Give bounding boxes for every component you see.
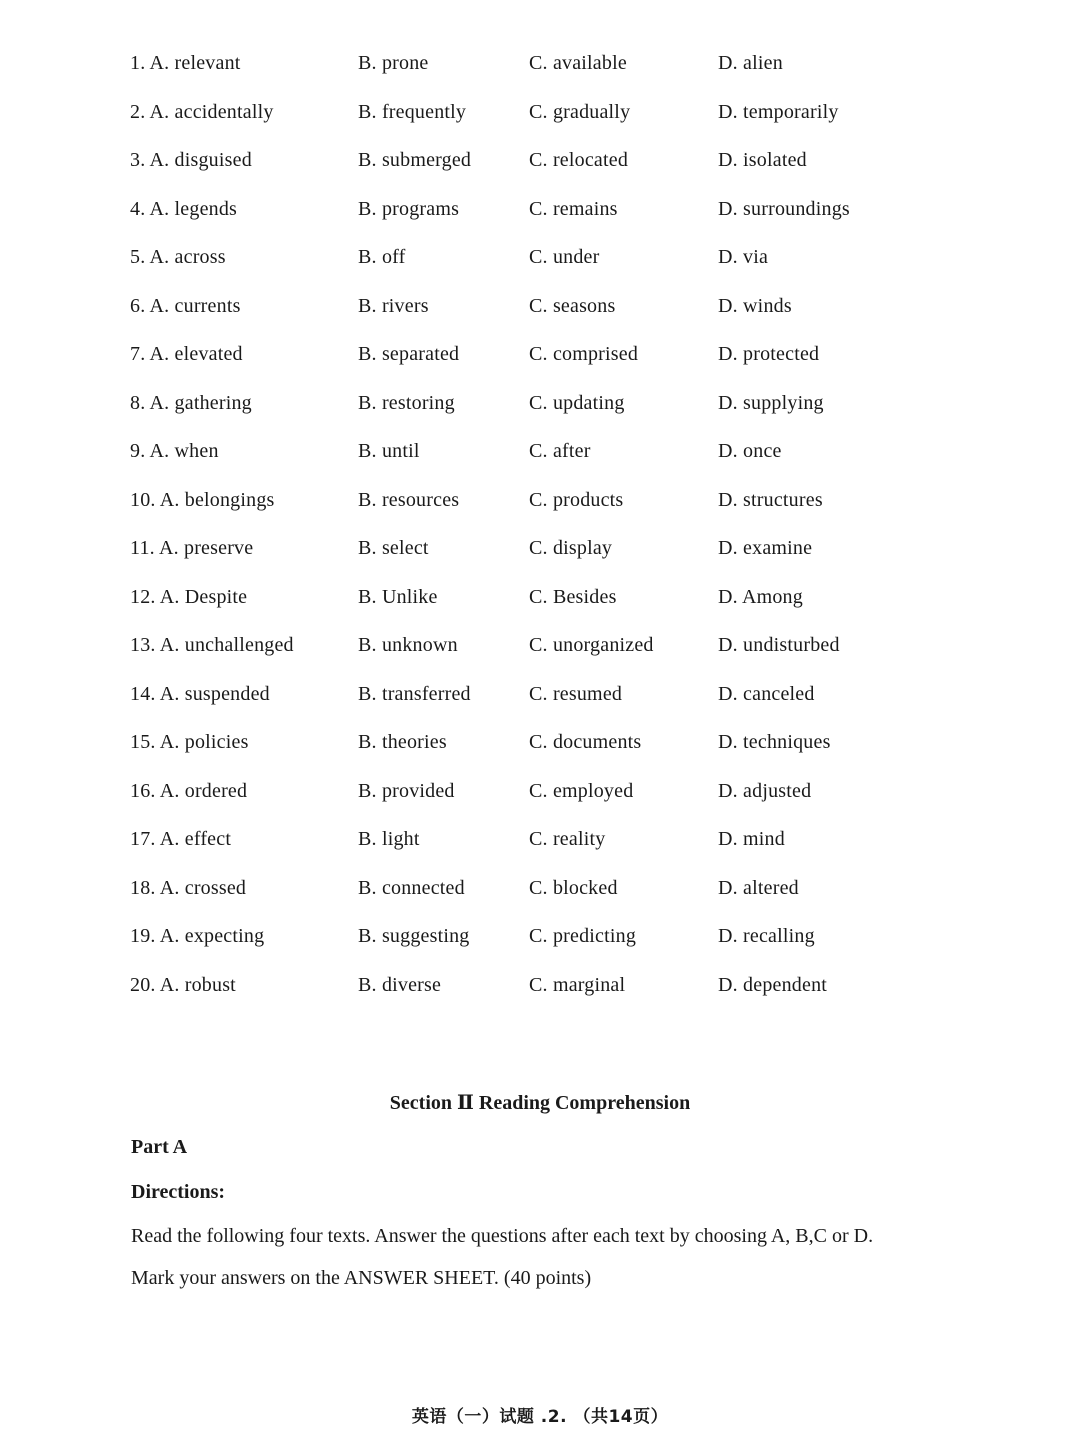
question-row bbox=[0, 44, 1080, 93]
question-row bbox=[0, 772, 1080, 821]
option-c: C. updating bbox=[529, 391, 625, 414]
option-d: D. winds bbox=[718, 294, 792, 317]
option-a: 8. A. gathering bbox=[130, 391, 252, 414]
option-c: C. documents bbox=[529, 731, 642, 753]
option-c: C. relocated bbox=[529, 149, 629, 171]
option-d: D. altered bbox=[718, 876, 799, 899]
option-b: B. restoring bbox=[358, 391, 455, 414]
option-a: 3. A. disguised bbox=[130, 149, 252, 171]
option-b: B. connected bbox=[358, 876, 465, 899]
option-a: 17. A. effect bbox=[130, 828, 232, 850]
question-row bbox=[0, 820, 1080, 869]
option-d: D. protected bbox=[718, 343, 820, 365]
option-a: 20. A. robust bbox=[130, 973, 236, 996]
option-d: D. undisturbed bbox=[718, 634, 840, 656]
option-a: 11. A. preserve bbox=[130, 537, 254, 559]
question-row bbox=[0, 675, 1080, 724]
option-d: D. supplying bbox=[718, 391, 824, 414]
option-d: D. techniques bbox=[718, 731, 831, 753]
option-c: C. employed bbox=[529, 779, 634, 802]
question-options-list bbox=[0, 44, 1080, 1014]
option-c: C. after bbox=[529, 440, 591, 462]
part-title: Part A bbox=[131, 1136, 188, 1158]
question-row bbox=[0, 723, 1080, 772]
option-a: 7. A. elevated bbox=[130, 343, 243, 365]
option-b: B. frequently bbox=[358, 100, 467, 123]
directions-label: Directions: bbox=[131, 1181, 226, 1203]
option-b: B. light bbox=[358, 828, 420, 850]
option-d: D. structures bbox=[718, 488, 823, 511]
option-c: C. predicting bbox=[529, 925, 637, 947]
option-b: B. resources bbox=[358, 488, 460, 511]
question-row bbox=[0, 869, 1080, 918]
option-b: B. rivers bbox=[358, 294, 429, 317]
question-row bbox=[0, 529, 1080, 578]
option-a: 13. A. unchallenged bbox=[130, 634, 294, 656]
question-row bbox=[0, 238, 1080, 287]
option-c: C. gradually bbox=[529, 100, 631, 123]
question-row bbox=[0, 384, 1080, 433]
directions-line-1: Read the following four texts. Answer the questions after each text by choosing A, B,C or D. bbox=[131, 1225, 874, 1247]
question-row bbox=[0, 190, 1080, 239]
option-d: D. Among bbox=[718, 585, 803, 608]
option-b: B. theories bbox=[358, 731, 447, 753]
option-d: D. temporarily bbox=[718, 100, 839, 123]
option-a: 9. A. when bbox=[130, 440, 219, 462]
option-c: C. resumed bbox=[529, 682, 623, 705]
option-c: C. seasons bbox=[529, 294, 616, 317]
option-b: B. transferred bbox=[358, 682, 471, 705]
question-row bbox=[0, 335, 1080, 384]
option-d: D. mind bbox=[718, 828, 785, 850]
option-b: B. submerged bbox=[358, 149, 472, 171]
option-d: D. surroundings bbox=[718, 197, 850, 220]
option-a: 4. A. legends bbox=[130, 197, 238, 220]
option-c: C. comprised bbox=[529, 343, 639, 365]
option-b: B. programs bbox=[358, 197, 460, 220]
option-b: B. separated bbox=[358, 343, 460, 365]
question-row bbox=[0, 481, 1080, 530]
option-d: D. canceled bbox=[718, 682, 815, 705]
option-a: 12. A. Despite bbox=[130, 585, 248, 608]
directions-line-2: Mark your answers on the ANSWER SHEET. (40 points) bbox=[131, 1267, 592, 1289]
question-row bbox=[0, 917, 1080, 966]
option-c: C. reality bbox=[529, 828, 606, 850]
question-row bbox=[0, 93, 1080, 142]
option-a: 16. A. ordered bbox=[130, 779, 248, 802]
option-a: 19. A. expecting bbox=[130, 925, 265, 947]
option-a: 14. A. suspended bbox=[130, 682, 270, 705]
section-title: Section Ⅱ Reading Comprehension bbox=[389, 1092, 691, 1114]
option-c: C. marginal bbox=[529, 973, 626, 996]
option-c: C. under bbox=[529, 246, 600, 268]
option-d: D. examine bbox=[718, 537, 813, 559]
option-d: D. via bbox=[718, 246, 769, 268]
option-b: B. until bbox=[358, 440, 420, 462]
page-footer: 英语（一）试题 .2. （共14页） bbox=[411, 1407, 669, 1427]
option-a: 15. A. policies bbox=[130, 731, 249, 753]
option-b: B. prone bbox=[358, 52, 429, 74]
option-b: B. provided bbox=[358, 779, 455, 802]
option-c: C. Besides bbox=[529, 585, 617, 608]
option-d: D. adjusted bbox=[718, 779, 812, 802]
option-d: D. once bbox=[718, 440, 782, 462]
option-a: 2. A. accidentally bbox=[130, 100, 274, 123]
option-b: B. unknown bbox=[358, 634, 458, 656]
question-row bbox=[0, 626, 1080, 675]
option-c: C. unorganized bbox=[529, 634, 654, 656]
option-a: 18. A. crossed bbox=[130, 876, 247, 899]
option-d: D. dependent bbox=[718, 973, 828, 996]
option-c: C. products bbox=[529, 488, 624, 511]
question-row bbox=[0, 432, 1080, 481]
option-d: D. recalling bbox=[718, 925, 815, 947]
option-b: B. Unlike bbox=[358, 585, 438, 608]
question-row bbox=[0, 287, 1080, 336]
option-a: 6. A. currents bbox=[130, 294, 241, 317]
question-row bbox=[0, 966, 1080, 1015]
option-d: D. alien bbox=[718, 52, 783, 74]
option-c: C. available bbox=[529, 52, 627, 74]
option-b: B. suggesting bbox=[358, 925, 470, 947]
option-d: D. isolated bbox=[718, 149, 807, 171]
option-a: 10. A. belongings bbox=[130, 488, 275, 511]
option-b: B. select bbox=[358, 537, 429, 559]
question-row bbox=[0, 578, 1080, 627]
option-b: B. diverse bbox=[358, 973, 442, 996]
option-b: B. off bbox=[358, 246, 406, 268]
option-a: 1. A. relevant bbox=[130, 52, 241, 74]
question-row bbox=[0, 141, 1080, 190]
option-c: C. blocked bbox=[529, 876, 618, 899]
option-c: C. remains bbox=[529, 197, 618, 220]
option-a: 5. A. across bbox=[130, 246, 226, 268]
option-c: C. display bbox=[529, 537, 613, 559]
